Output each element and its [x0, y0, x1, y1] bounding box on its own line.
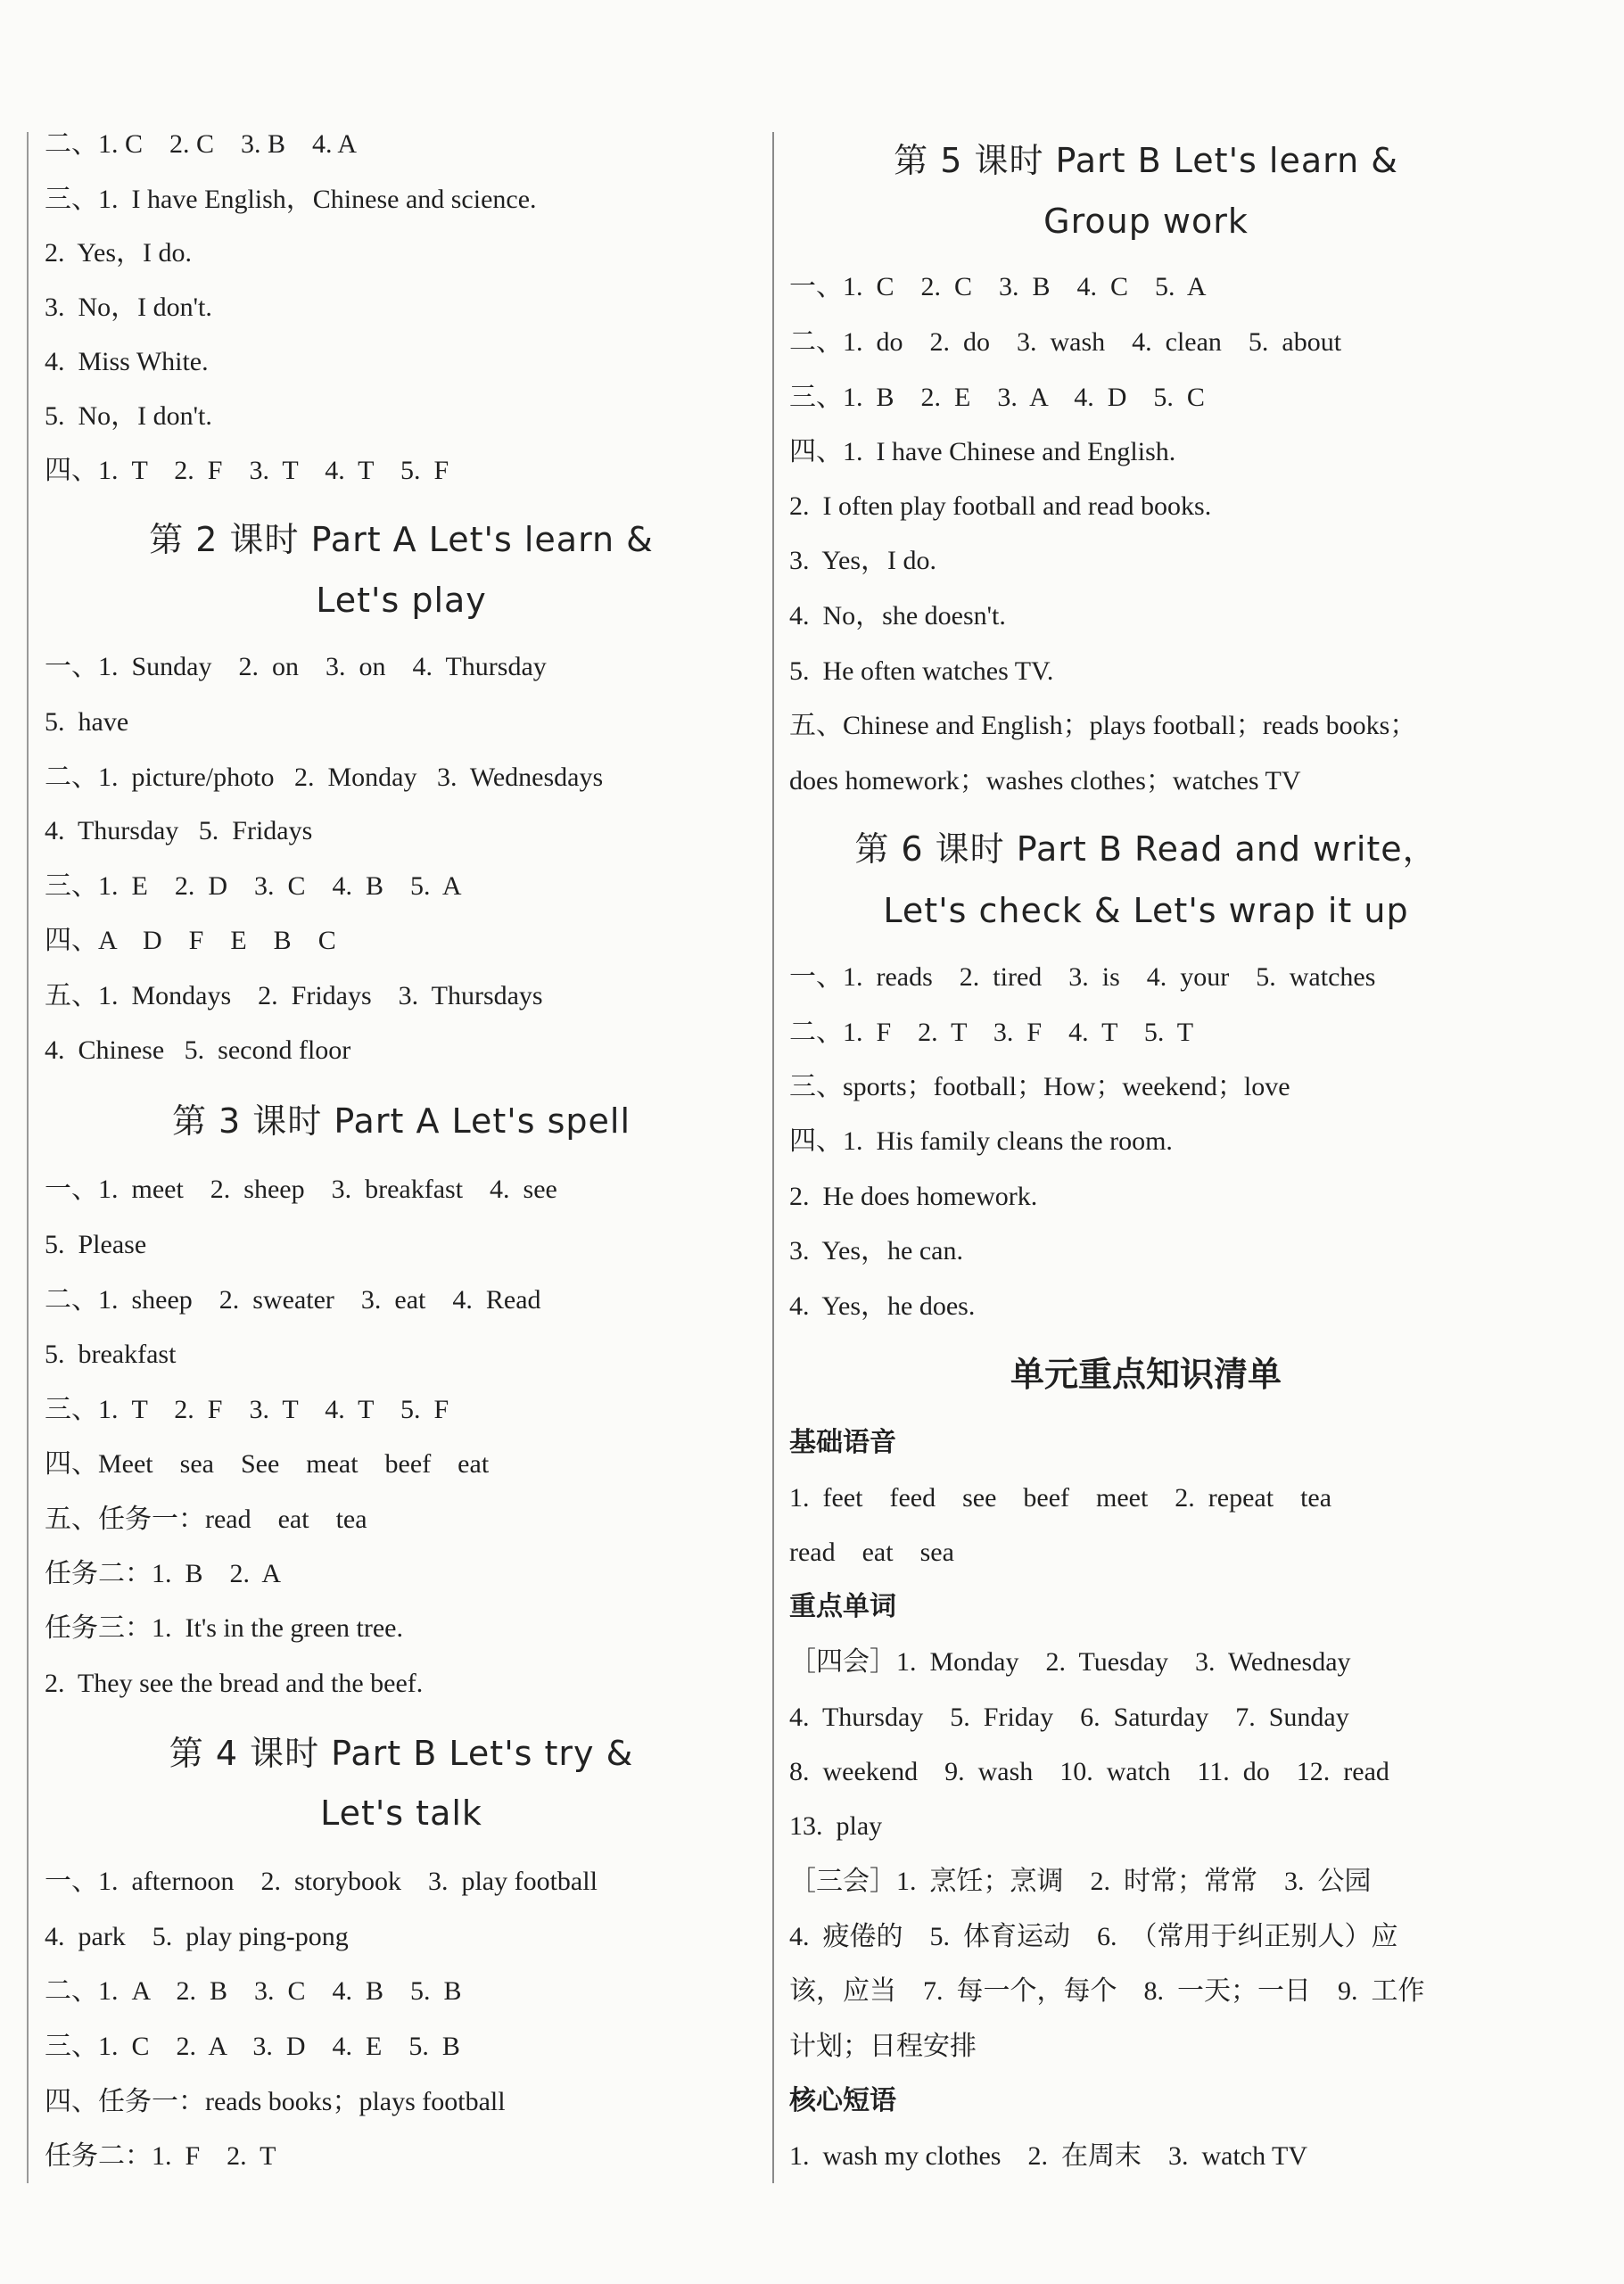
answer-line: 4. Thursday 5. Friday 6. Saturday 7. Sunday: [789, 1703, 1349, 1732]
answer-line: does homework；washes clothes；watches TV: [789, 766, 1301, 796]
answer-line: 5. have: [45, 707, 129, 737]
answer-line: 2. I often play football and read books.: [789, 491, 1212, 521]
answer-line: 二、1. picture/photo 2. Monday 3. Wednesdays: [45, 763, 604, 792]
answer-line: 任务三：1. It's in the green tree.: [45, 1613, 403, 1643]
answer-line: 二、1. sheep 2. sweater 3. eat 4. Read: [45, 1285, 541, 1315]
answer-line: 5. Please: [45, 1230, 147, 1259]
answer-line: 三、1. E 2. D 3. C 4. B 5. A: [45, 871, 462, 901]
subhead-core-phrases: 核心短语: [789, 2085, 896, 2116]
answer-line: 四、Meet sea See meat beef eat: [45, 1449, 490, 1479]
answer-line: 4. park 5. play ping-pong: [45, 1922, 349, 1951]
lesson-heading: 第 3 课时 Part A Let's spell: [171, 1101, 631, 1141]
answer-line: 13. play: [789, 1811, 883, 1841]
answer-line: 三、1. I have English，Chinese and science.: [45, 185, 537, 214]
answer-line: 4. Yes，he does.: [789, 1291, 976, 1321]
answer-line: 五、任务一：read eat tea: [45, 1505, 367, 1534]
answer-line: 2. He does homework.: [789, 1182, 1038, 1211]
answer-line: 四、1. His family cleans the room.: [789, 1126, 1173, 1156]
lesson-heading-cont: Let's check & Let's wrap it up: [883, 891, 1409, 930]
answer-line: 任务二：1. F 2. T: [45, 2141, 276, 2171]
answer-line: 一、1. Sunday 2. on 3. on 4. Thursday: [45, 652, 547, 681]
answer-line: 四、1. I have Chinese and English.: [789, 437, 1176, 466]
lesson-heading-cont: Group work: [1043, 202, 1249, 241]
answer-line: 8. weekend 9. wash 10. watch 11. do 12. read: [789, 1757, 1389, 1786]
answer-line: 三、sports；football；How；weekend；love: [789, 1072, 1290, 1101]
answer-line: 4. Thursday 5. Fridays: [45, 816, 313, 845]
answer-line: 3. Yes，he can.: [789, 1236, 963, 1266]
lesson-heading: 第 6 课时 Part B Read and write，: [854, 829, 1438, 869]
answer-line: 4. No，she doesn't.: [789, 601, 1006, 631]
answer-line: 一、1. meet 2. sheep 3. breakfast 4. see: [45, 1175, 557, 1204]
answer-line: ［三会］1. 烹饪；烹调 2. 时常；常常 3. 公园: [789, 1867, 1372, 1896]
subhead-key-words: 重点单词: [789, 1591, 896, 1622]
subhead-phonics: 基础语音: [789, 1427, 896, 1458]
answer-line: 五、1. Mondays 2. Fridays 3. Thursdays: [45, 981, 543, 1010]
answer-line: 二、1. do 2. do 3. wash 4. clean 5. about: [789, 327, 1342, 357]
answer-line: 4. 疲倦的 5. 体育运动 6. （常用于纠正别人）应: [789, 1922, 1398, 1951]
answer-line: 一、1. C 2. C 3. B 4. C 5. A: [789, 272, 1207, 301]
answer-line: 1. feet feed see beef meet 2. repeat tea: [789, 1483, 1332, 1513]
lesson-heading: 第 5 课时 Part B Let's learn &: [894, 141, 1398, 180]
answer-line: 4. Chinese 5. second floor: [45, 1035, 351, 1065]
answer-line: 三、1. C 2. A 3. D 4. E 5. B: [45, 2032, 460, 2061]
answer-line: ［四会］1. Monday 2. Tuesday 3. Wednesday: [789, 1647, 1351, 1677]
answer-line: 二、1. C 2. C 3. B 4. A: [45, 129, 358, 159]
answer-line: 2. Yes，I do.: [45, 238, 193, 268]
answer-line: 2. They see the bread and the beef.: [45, 1669, 424, 1698]
answer-line: 任务二：1. B 2. A: [45, 1559, 282, 1588]
answer-line: 3. No，I don't.: [45, 293, 212, 322]
answer-line: 5. He often watches TV.: [789, 656, 1054, 686]
column-divider: [772, 132, 774, 2183]
summary-heading: 单元重点知识清单: [1010, 1355, 1282, 1394]
answer-line: 5. breakfast: [45, 1340, 177, 1369]
answer-line: 1. wash my clothes 2. 在周末 3. watch TV: [789, 2141, 1308, 2171]
left-margin-rule: [27, 132, 29, 2183]
answer-line: 计划；日程安排: [789, 2032, 977, 2061]
lesson-heading: 第 4 课时 Part B Let's try &: [169, 1734, 634, 1773]
answer-line: 四、A D F E B C: [45, 926, 336, 955]
answer-line: 三、1. T 2. F 3. T 4. T 5. F: [45, 1395, 449, 1424]
answer-line: read eat sea: [789, 1538, 954, 1567]
answer-line: 三、1. B 2. E 3. A 4. D 5. C: [789, 383, 1205, 412]
answer-line: 一、1. afternoon 2. storybook 3. play football: [45, 1867, 598, 1896]
answer-line: 3. Yes，I do.: [789, 546, 937, 575]
answer-line: 二、1. A 2. B 3. C 4. B 5. B: [45, 1976, 462, 2006]
answer-line: 五、Chinese and English；plays football；reads books；: [789, 711, 1417, 740]
lesson-heading: 第 2 课时 Part A Let's learn &: [149, 520, 654, 559]
answer-line: 四、1. T 2. F 3. T 4. T 5. F: [45, 456, 449, 485]
answer-line: 一、1. reads 2. tired 3. is 4. your 5. watches: [789, 962, 1376, 992]
lesson-heading-cont: Let's talk: [320, 1793, 482, 1833]
answer-line: 4. Miss White.: [45, 347, 209, 376]
answer-line: 四、任务一：reads books；plays football: [45, 2087, 506, 2116]
answer-line: 该，应当 7. 每一个，每个 8. 一天；一日 9. 工作: [789, 1976, 1425, 2006]
lesson-heading-cont: Let's play: [316, 581, 487, 620]
answer-line: 二、1. F 2. T 3. F 4. T 5. T: [789, 1018, 1194, 1047]
answer-line: 5. No，I don't.: [45, 401, 212, 431]
